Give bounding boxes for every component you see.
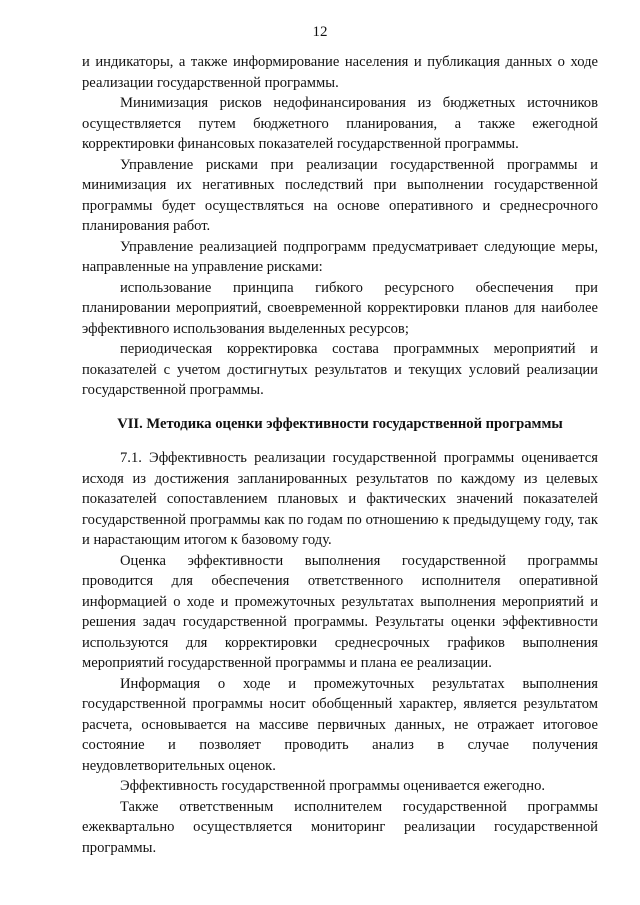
section-heading: VII. Методика оценки эффективности государственной программы — [117, 415, 563, 432]
paragraph-continuation: и индикаторы, а также информирование населения и публикация данных о ходе реализации государственной программы. — [82, 54, 598, 91]
paragraph: Эффективность государственной программы оценивается ежегодно. — [120, 778, 546, 794]
document-body — [82, 52, 598, 858]
paragraph: 7.1. Эффективность реализации государственной программы оценивается исходя из достижения запланированных результатов по каждому из целевых показателей сопоставлением плановых и фактических значений показателей государственной программы как по годам по отношению к предыдущему году, так и нарастающим итогом к базовому году. — [82, 450, 598, 548]
paragraph: Информация о ходе и промежуточных результатах выполнения государственной программы носит обобщенный характер, является результатом расчета, основывается на массиве первичных данных, не отражает итоговое состояние и позволяет проводить анализ в случае получения неудовлетворительных оценок. — [82, 675, 598, 774]
paragraph: Также ответственным исполнителем государственной программы ежеквартально осуществляется мониторинг реализации государственной программы. — [82, 798, 598, 856]
paragraph: Управление реализацией подпрограмм предусматривает следующие меры, направленные на управление рисками: — [82, 238, 598, 275]
page-number: 12 — [312, 24, 328, 40]
paragraph: Управление рисками при реализации государственной программы и минимизация их негативных последствий при выполнении государственной программы будет осуществляться на основе оперативного и среднесрочного планирования работ. — [82, 156, 598, 234]
paragraph: Оценка эффективности выполнения государственной программы проводится для обеспечения ответственного исполнителя оперативной информацией о ходе и промежуточных результатах выполнения мероприятий и решения задач государственной программы. Результаты оценки эффективности используются для корректировки среднесрочных графиков выполнения мероприятий государственной программы и плана ее реализации. — [82, 552, 598, 671]
list-item: использование принципа гибкого ресурсного обеспечения при планировании мероприятий, своевременной корректировки планов для наиболее эффективного использования выделенных ресурсов; — [82, 279, 598, 337]
list-item: периодическая корректировка состава программных мероприятий и показателей с учетом достигнутых результатов и текущих условий реализации государственной программы. — [82, 341, 598, 398]
paragraph: Минимизация рисков недофинансирования из бюджетных источников осуществляется путем бюджетного планирования, а также ежегодной корректировки финансовых показателей государственной программы. — [82, 95, 598, 152]
